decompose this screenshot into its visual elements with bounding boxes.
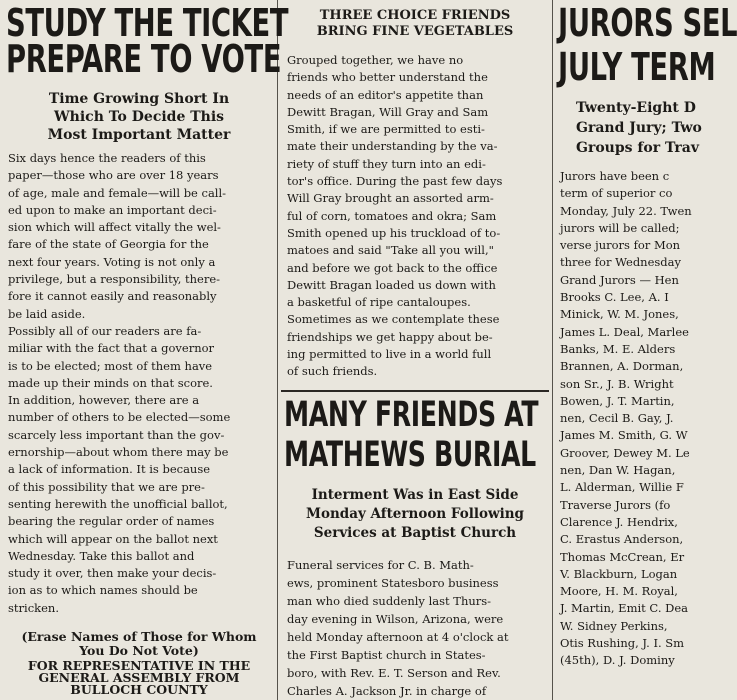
ballot-heading-line: BULLOCH COUNTY xyxy=(70,682,208,697)
deck-line: Groups for Trav xyxy=(576,140,699,156)
vegetables-headline xyxy=(281,8,549,40)
body-line: Thomas McCrean, Er xyxy=(560,549,685,564)
headline-line-2: PREPARE TO VOTE xyxy=(6,37,282,81)
deck-line: Most Important Matter xyxy=(47,127,231,143)
body-line: made up their minds on that score. xyxy=(8,375,213,390)
burial-body xyxy=(287,556,549,700)
body-line: mate their understanding by the va- xyxy=(287,139,498,154)
column-rule-2 xyxy=(552,0,553,700)
body-line: the First Baptist church in States- xyxy=(287,648,486,662)
body-line: Traverse Jurors (fo xyxy=(560,497,671,512)
body-line: Clarence J. Hendrix, xyxy=(560,514,678,529)
body-line: miliar with the fact that a governor xyxy=(8,341,215,356)
body-line: riety of stuff they turn into an edi- xyxy=(287,156,486,171)
jurors-deck xyxy=(576,98,702,158)
body-line: Groover, Dewey M. Le xyxy=(560,445,690,460)
body-line: fore it cannot easily and reasonably xyxy=(8,289,217,304)
body-line: Smith opened up his truckload of to- xyxy=(287,225,501,240)
body-line: friends who better understand the xyxy=(287,70,488,85)
body-line: and before we got back to the office xyxy=(287,260,498,275)
body-line: Six days hence the readers of this xyxy=(8,151,206,165)
body-line: term of superior co xyxy=(560,186,673,201)
body-line: number of others to be elected—some xyxy=(8,410,231,425)
body-line: son Sr., J. B. Wright xyxy=(560,376,674,391)
body-line: of age, male and female—will be call- xyxy=(8,185,227,200)
burial-headline-line-1: MANY FRIENDS AT xyxy=(284,395,539,435)
body-line: three for Wednesday xyxy=(560,255,682,270)
body-line: nen, Cecil B. Gay, J. xyxy=(560,411,674,426)
body-line: matoes and said "Take all you will," xyxy=(287,243,494,258)
body-line: Minick, W. M. Jones, xyxy=(560,307,679,322)
column-1-article xyxy=(4,0,289,700)
body-line: Smith, if we are permitted to esti- xyxy=(287,122,485,137)
headline-line-1: STUDY THE TICKET xyxy=(6,1,289,45)
body-line: sion which will affect vitally the wel- xyxy=(8,220,221,235)
article-body xyxy=(8,150,274,617)
body-line: Funeral services for C. B. Math- xyxy=(287,558,474,572)
body-line: tor's office. During the past few days xyxy=(287,174,503,189)
deck-line: Services at Baptist Church xyxy=(313,525,517,541)
body-line: Bowen, J. T. Martin, xyxy=(560,393,675,408)
body-line: be laid aside. xyxy=(8,306,86,321)
body-line: C. Erastus Anderson, xyxy=(560,532,684,547)
deck-line: Grand Jury; Two xyxy=(576,120,702,136)
body-line: Dewitt Bragan loaded us down with xyxy=(287,277,496,292)
vegetables-body xyxy=(287,52,549,381)
body-line: which will appear on the ballot next xyxy=(8,531,218,546)
body-line: ernorship—about whom there may be xyxy=(8,445,229,460)
body-line: privilege, but a responsibility, there- xyxy=(8,272,221,287)
body-line: Brooks C. Lee, A. I xyxy=(560,290,669,305)
body-line: a lack of information. It is because xyxy=(8,462,211,477)
body-line: study it over, then make your decis- xyxy=(8,566,217,581)
jurors-body xyxy=(560,168,720,670)
body-line: ed upon to make an important deci- xyxy=(8,202,217,217)
body-line: Possibly all of our readers are fa- xyxy=(8,323,202,338)
deck-line: Interment Was in East Side xyxy=(311,487,519,503)
body-line: ews, prominent Statesboro business xyxy=(287,576,499,590)
ballot-heading xyxy=(4,660,274,696)
body-line: nen, Dan W. Hagan, xyxy=(560,463,676,478)
body-line: Charles A. Jackson Jr. in charge of xyxy=(287,684,487,698)
body-line: paper—those who are over 18 years xyxy=(8,168,219,183)
body-line: needs of an editor's appetite than xyxy=(287,87,484,102)
body-line: L. Alderman, Willie F xyxy=(560,480,684,495)
body-line: Grouped together, we have no xyxy=(287,53,464,67)
body-line: W. Sidney Perkins, xyxy=(560,618,668,633)
body-line: (45th), D. J. Dominy xyxy=(560,653,675,668)
column-2-articles xyxy=(281,0,549,700)
deck-line: Which To Decide This xyxy=(53,109,225,125)
body-line: of such friends. xyxy=(287,364,378,379)
column-rule-1 xyxy=(277,0,278,700)
body-line: held Monday afternoon at 4 o'clock at xyxy=(287,630,509,644)
body-line: scarcely less important than the gov- xyxy=(8,427,225,442)
ballot-heading-line: GENERAL ASSEMBLY FROM xyxy=(38,670,240,685)
erase-note xyxy=(4,630,274,658)
vegetables-headline-line: BRING FINE VEGETABLES xyxy=(316,24,514,39)
column-3-article xyxy=(556,0,737,700)
body-line: Dewitt Bragan, Will Gray and Sam xyxy=(287,104,489,119)
deck xyxy=(4,90,274,144)
body-line: James M. Smith, G. W xyxy=(560,428,688,443)
body-line: Moore, H. M. Royal, xyxy=(560,584,678,599)
body-line: a basketful of ripe cantaloupes. xyxy=(287,295,471,310)
body-line: senting herewith the unofficial ballot, xyxy=(8,496,228,511)
body-line: In addition, however, there are a xyxy=(8,393,200,408)
article-separator xyxy=(281,390,549,392)
ballot-heading-line: FOR REPRESENTATIVE IN THE xyxy=(27,658,251,673)
body-line: V. Blackburn, Logan xyxy=(560,566,678,581)
body-line: ful of corn, tomatoes and okra; Sam xyxy=(287,208,497,223)
body-line: J. Martin, Emit C. Dea xyxy=(560,601,689,616)
burial-deck xyxy=(281,486,549,543)
deck-line: Twenty-Eight D xyxy=(576,100,696,116)
deck-line: Monday Afternoon Following xyxy=(306,506,524,522)
body-line: fare of the state of Georgia for the xyxy=(8,237,209,252)
body-line: verse jurors for Mon xyxy=(560,238,681,253)
body-line: ion as to which names should be xyxy=(8,583,198,598)
body-line: ing permitted to live in a world full xyxy=(287,347,492,362)
body-line: Brannen, A. Dorman, xyxy=(560,359,684,374)
body-line: stricken. xyxy=(8,600,59,615)
jurors-headline-line-1: JURORS SEL xyxy=(558,1,737,45)
vegetables-headline-line: THREE CHOICE FRIENDS xyxy=(319,8,511,23)
burial-headline-line-2: MATHEWS BURIAL xyxy=(284,435,536,475)
body-line: Grand Jurors — Hen xyxy=(560,272,679,287)
body-line: Otis Rushing, J. I. Sm xyxy=(560,636,685,651)
body-line: James L. Deal, Marlee xyxy=(560,324,689,339)
erase-note-line: You Do Not Vote) xyxy=(79,643,199,658)
body-line: Banks, M. E. Alders xyxy=(560,341,676,356)
body-line: day evening in Wilson, Arizona, were xyxy=(287,612,504,626)
body-line: Will Gray brought an assorted arm- xyxy=(287,191,494,206)
jurors-headline-line-2: JULY TERM xyxy=(558,45,716,89)
deck-line: Time Growing Short In xyxy=(48,91,230,107)
body-line: jurors will be called; xyxy=(560,220,680,235)
body-line: man who died suddenly last Thurs- xyxy=(287,594,492,608)
body-line: Wednesday. Take this ballot and xyxy=(8,548,195,563)
body-line: Jurors have been c xyxy=(560,169,670,183)
erase-note-line: (Erase Names of Those for Whom xyxy=(21,629,257,644)
body-line: is to be elected; most of them have xyxy=(8,358,213,373)
body-line: Monday, July 22. Twen xyxy=(560,203,692,218)
body-line: of this possibility that we are pre- xyxy=(8,479,205,494)
body-line: friendships we get happy about be- xyxy=(287,329,493,344)
body-line: bearing the regular order of names xyxy=(8,514,215,529)
body-line: Sometimes as we contemplate these xyxy=(287,312,500,327)
body-line: next four years. Voting is not only a xyxy=(8,254,216,269)
body-line: boro, with Rev. E. T. Serson and Rev. xyxy=(287,666,501,680)
